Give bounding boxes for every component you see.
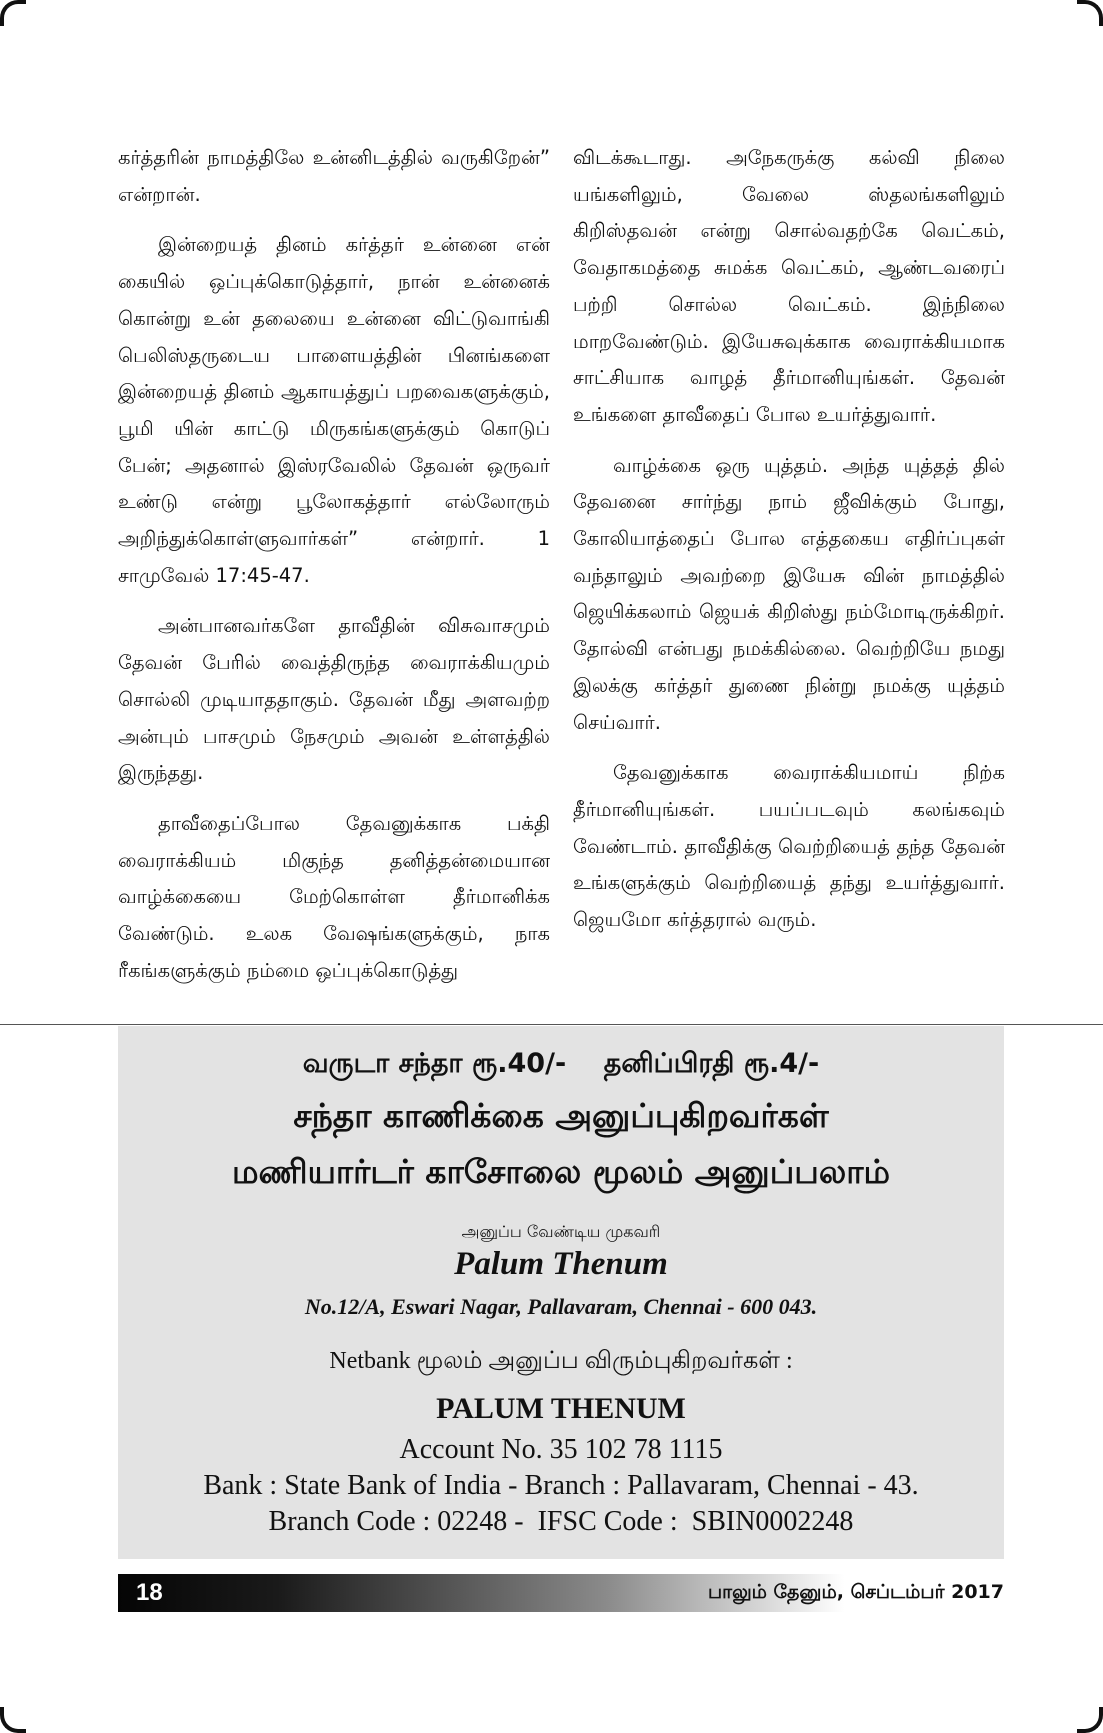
issue-label: பாலும் தேனும், செப்டம்பர் 2017 <box>708 1581 1004 1603</box>
paragraph: கர்த்தரின் நாமத்திலே உன்னிடத்தில் வருகிறேன்” என்றான். <box>118 146 550 206</box>
paragraph: தாவீதைப்போல தேவனுக்காக பக்தி வைராக்கியம் மிகுந்த தனித்தன்மையான வாழ்க்கையை மேற்கொள்ள தீர்மானிக்க வேண்டும். உலக வேஷங்களுக்கும், நாக ரீகங்களுக்கும் நம்மை ஒப்புக்கொடுத்து <box>118 811 550 982</box>
section-divider <box>0 1024 1103 1025</box>
article-column-right <box>573 140 1005 953</box>
publication-name: Palum Thenum <box>454 1246 668 1282</box>
branch-codes: Branch Code : 02248 - IFSC Code : SBIN0002248 <box>268 1506 854 1537</box>
page-footer <box>118 1574 1004 1612</box>
paragraph: இன்றையத் தினம் கர்த்தர் உன்னை என் கையில் ஒப்புக்கொடுத்தார், நான் உன்னைக் கொன்று உன் தலையை உன்னை விட்டுவாங்கி பெலிஸ்தருடைய பாளையத்தின் பினங்களை இன்றையத் தினம் ஆகாயத்துப் பறவைகளுக்கும், பூமி யின் காட்டு மிருகங்களுக்கும் கொடுப் பேன்; அதனால் இஸ்ரவேலில் தேவன் ஒருவர் உண்டு என்று பூலோகத்தார் எல்லோரும் அறிந்துக்கொள்ளுவார்கள்” என்றார். 1 சாமுவேல் 17:45-47. <box>118 233 550 587</box>
bank-details: Bank : State Bank of India - Branch : Pallavaram, Chennai - 43. <box>203 1470 919 1501</box>
paragraph: தேவனுக்காக வைராக்கியமாய் நிற்க தீர்மானியுங்கள். பயப்படவும் கலங்கவும் வேண்டாம். தாவீதிக்கு வெற்றியைத் தந்த தேவன் உங்களுக்கும் வெற்றியைத் தந்து உயர்த்துவார். ஜெயமோ கர்த்தரால் வரும். <box>573 761 1005 932</box>
subscription-heading-2: மணியார்டர் காசோலை மூலம் அனுப்பலாம் <box>231 1152 891 1191</box>
subscription-box <box>118 1026 1004 1559</box>
paragraph: வாழ்க்கை ஒரு யுத்தம். அந்த யுத்தத் தில் தேவனை சார்ந்து நாம் ஜீவிக்கும் போது, கோலியாத்தைப் போல எத்தகைய எதிர்ப்புகள் வந்தாலும் அவற்றை இயேசு வின் நாமத்தில் ஜெயிக்கலாம் ஜெயக் கிறிஸ்து நம்மோடிருக்கிறர். தோல்வி என்பது நமக்கில்லை. வெற்றியே நமது இலக்கு கர்த்தர் துணை நின்று நமக்கு யுத்தம் செய்வார். <box>573 453 1005 734</box>
subscription-price: வருடா சந்தா ரூ.40/- தனிப்பிரதி ரூ.4/- <box>302 1048 820 1079</box>
account-number: Account No. 35 102 78 1115 <box>399 1434 723 1465</box>
crop-mark-top-left <box>0 0 26 26</box>
paragraph: விடக்கூடாது. அநேகருக்கு கல்வி நிலை யங்களிலும், வேலை ஸ்தலங்களிலும் கிறிஸ்தவன் என்று சொல்வதற்கே வெட்கம், வேதாகமத்தை சுமக்க வெட்கம், ஆண்டவரைப் பற்றி சொல்ல வெட்கம். இந்நிலை மாறவேண்டும். இயேசுவுக்காக வைராக்கியமாக சாட்சியாக வாழத் தீர்மானியுங்கள். தேவன் உங்களை தாவீதைப் போல உயர்த்துவார். <box>573 146 1005 426</box>
page-number: 18 <box>136 1579 163 1606</box>
send-to-label: அனுப்ப வேண்டிய முகவரி <box>461 1222 661 1241</box>
postal-address: No.12/A, Eswari Nagar, Pallavaram, Chennai - 600 043. <box>304 1294 818 1319</box>
crop-mark-bottom-right <box>1077 1707 1103 1733</box>
article-column-left <box>118 140 550 1003</box>
subscription-heading: சந்தா காணிக்கை அனுப்புகிறவர்கள் <box>293 1096 829 1135</box>
paragraph: அன்பானவர்களே தாவீதின் விசுவாசமும் தேவன் பேரில் வைத்திருந்த வைராக்கியமும் சொல்லி முடியாததாகும். தேவன் மீது அளவற்ற அன்பும் பாசமும் நேசமும் அவன் உள்ளத்தில் இருந்தது. <box>118 614 550 785</box>
crop-mark-top-right <box>1077 0 1103 26</box>
netbank-label: Netbank மூலம் அனுப்ப விரும்புகிறவர்கள் : <box>329 1348 793 1374</box>
account-name: PALUM THENUM <box>436 1392 686 1425</box>
crop-mark-bottom-left <box>0 1707 26 1733</box>
